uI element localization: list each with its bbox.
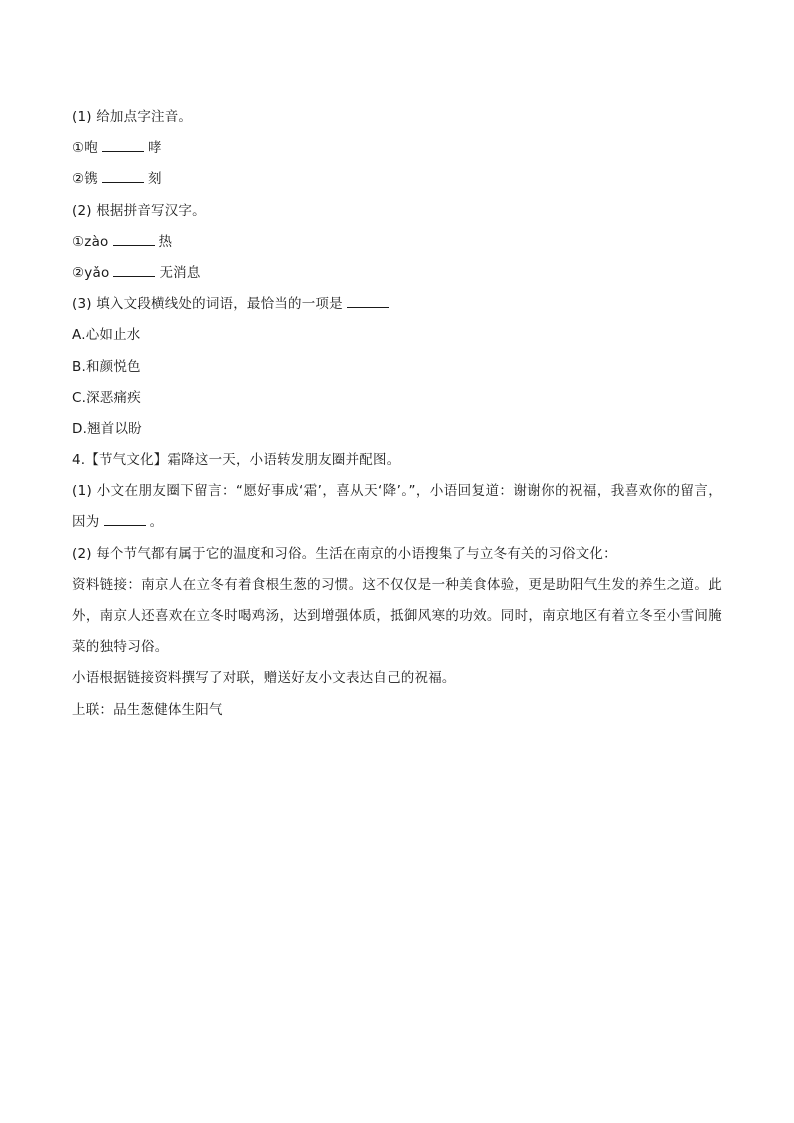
q4-sub2-prompt: (2) 每个节气都有属于它的温度和习俗。生活在南京的小语搜集了与立冬有关的习俗文化： <box>72 545 617 562</box>
q4-couplet-upper: 上联：品生葱健体生阳气 <box>72 701 223 718</box>
q3-sub2-prompt: (2) 根据拼音写汉字。 <box>72 202 206 219</box>
q3-sub2-item1 <box>72 227 722 258</box>
option-d[interactable]: D.翘首以盼 <box>72 420 142 437</box>
q3-sub2-item1-rest: 热 <box>158 233 173 250</box>
q4-sub1 <box>72 476 722 538</box>
q3-sub3-text: (3) 填入文段横线处的词语，最恰当的一项是 <box>72 296 343 313</box>
answer-blank[interactable] <box>102 139 144 152</box>
q3-sub1-prompt: (1) 给加点字注音。 <box>72 109 193 125</box>
q3-sub2-item1-pinyin: ①zào <box>72 233 109 250</box>
q3-sub1-item2-rest: 刻 <box>148 171 162 188</box>
q3-sub1-item1-char: ①咆 <box>72 140 99 157</box>
answer-blank[interactable] <box>102 170 144 183</box>
q3-sub1-item2 <box>72 164 722 195</box>
q3-sub2-item2-rest: 无消息 <box>159 264 201 281</box>
option-c[interactable]: C.深恶痛疾 <box>72 389 141 406</box>
q4-material: 资料链接：南京人在立冬有着食根生葱的习惯。这不仅仅是一种美食体验，更是助阳气生发的养生之道。此外，南京人还喜欢在立冬时喝鸡汤，达到增强体质，抵御风寒的功效。同时，南京地区有着立冬至小雪间腌菜的独特习俗。 <box>72 576 722 656</box>
answer-blank[interactable] <box>347 295 389 308</box>
q3-sub1-item1 <box>72 133 722 164</box>
q3-sub3-prompt <box>72 289 722 320</box>
q4-title: 4.【节气文化】霜降这一天，小语转发朋友圈并配图。 <box>72 452 401 469</box>
question-content <box>72 102 722 726</box>
answer-blank[interactable] <box>113 233 155 246</box>
option-b[interactable]: B.和颜悦色 <box>72 358 141 375</box>
q3-sub2-item2-pinyin: ②yǎo <box>72 264 110 281</box>
answer-blank[interactable] <box>113 264 155 277</box>
q4-couplet-intro: 小语根据链接资料撰写了对联，赠送好友小文表达自己的祝福。 <box>72 670 456 687</box>
q4-sub1-text: (1) 小文在朋友圈下留言：“愿好事成‘霜’，喜从天‘降’。”，小语回复道：谢谢你的祝福，我喜欢你的留言，因为 <box>72 483 722 531</box>
option-a[interactable]: A.心如止水 <box>72 327 141 344</box>
q3-sub1-item1-rest: 哮 <box>148 140 162 157</box>
q3-sub2-item2 <box>72 258 722 289</box>
q4-sub1-end: 。 <box>149 514 164 531</box>
answer-blank[interactable] <box>104 513 146 526</box>
q3-sub1-item2-char: ②镌 <box>72 171 99 188</box>
